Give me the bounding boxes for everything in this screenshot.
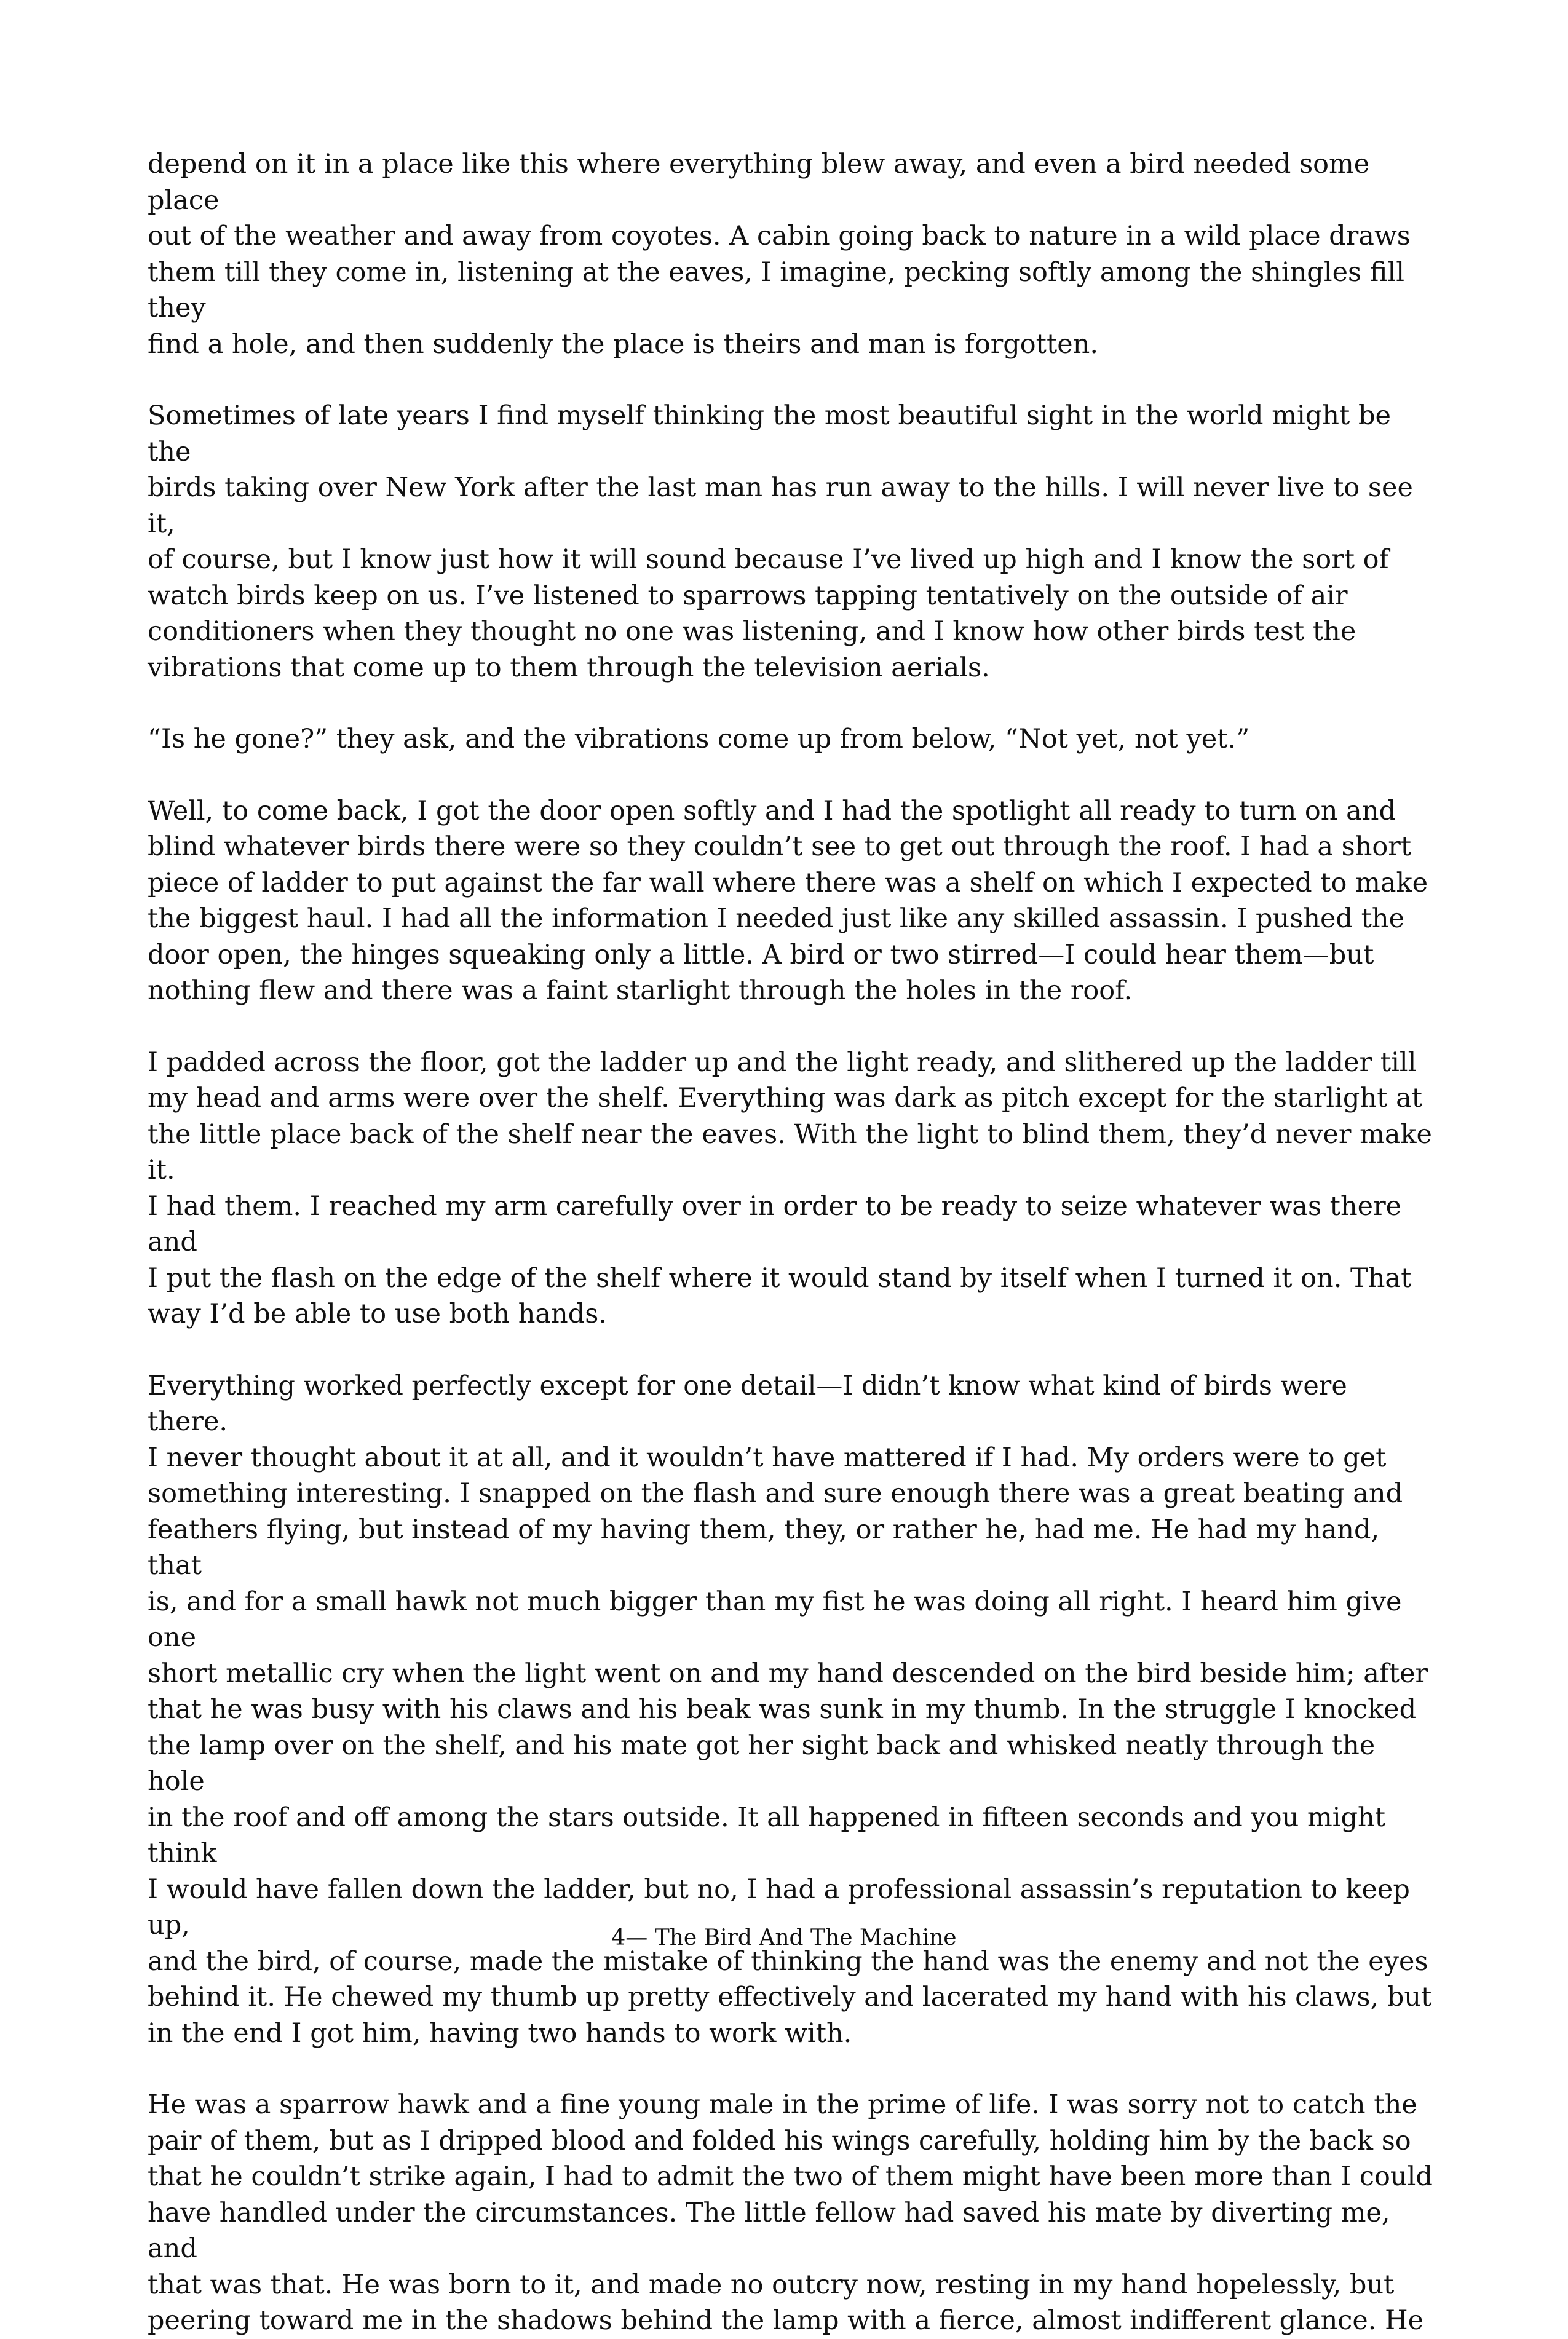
paragraph: I padded across the floor, got the ladder up and the light ready, and slithered up the ladder till my head and arms were over the shelf. Everything was dark as pitch except for the starlight at the little place back of the shelf near the eaves. With the light to blind them, they’d never make it. I had them. I reached my arm carefully over in order to be ready to seize whatever was there and I put the flash on the edge of the shelf where it would stand by itself when I turned it on. That way I’d be able to use both hands. xyxy=(148,1047,1433,1329)
paragraph: Well, to come back, I got the door open softly and I had the spotlight all ready to turn on and blind whatever birds there were so they couldn’t see to get out through the roof. I had a short piece of ladder to put against the far wall where there was a shelf on which I expected to make the biggest haul. I had all the information I needed just like any skilled assassin. I pushed the door open, the hinges squeaking only a little. A bird or two stirred—I could hear them—but nothing flew and there was a faint starlight through the holes in the roof. xyxy=(148,795,1428,1006)
paragraph: He was a sparrow hawk and a fine young male in the prime of life. I was sorry not to catch the pair of them, but as I dripped blood and folded his wings carefully, holding him by the back so that he couldn’t strike again, I had to admit the two of them might have been more than I could have handled under the circumstances. The little fellow had saved his mate by diverting me, and that was that. He was born to it, and made no outcry now, resting in my hand hopelessly, but peering toward me in the shadows behind the lamp with a fierce, almost indifferent glance. He xyxy=(148,2089,1433,2336)
paragraph: depend on it in a place like this where everything blew away, and even a bird needed some place out of the weather and away from coyotes. A cabin going back to nature in a wild place draws them till they come in, listening at the eaves, I imagine, pecking softly among the shingles fill they find a hole, and then suddenly the place is theirs and man is forgotten. xyxy=(148,149,1411,360)
paragraph: “Is he gone?” they ask, and the vibrations come up from below, “Not yet, not yet.” xyxy=(148,724,1250,754)
page-footer: 4— The Bird And The Machine xyxy=(611,1925,957,1950)
paragraph: Everything worked perfectly except for one detail—I didn’t know what kind of birds were there. I never thought about it at all, and it wouldn’t have mattered if I had. My orders were to get something interesting. I snapped on the flash and sure enough there was a great beating and feathers flying, but instead of my having them, they, or rather he, had me. He had my hand, that is, and for a small hawk not much bigger than my fist he was doing all right. I heard him give one short metallic cry when the light went on and my hand descended on the bird beside him; after that he was busy with his claws and his beak was sunk in my thumb. In the struggle I knocked the lamp over on the shelf, and his mate got her sight back and whisked neatly through the hole in the roof and off among the stars outside. It all happened in fifteen seconds and you might think I would have fallen down the ladder, but no, I had a professional assassin’s reputation to keep up, and the bird, of course, made the mistake of thinking the hand was the enemy and not the eyes behind it. He chewed my thumb up pretty effectively and lacerated my hand with his claws, but in the end I got him, having two hands to work with. xyxy=(148,1370,1432,2049)
paragraph: Sometimes of late years I find myself thinking the most beautiful sight in the world might be the birds taking over New York after the last man has run away to the hills. I will never live to see it, of course, but I know just how it will sound because I’ve lived up high and I know the sort of watch birds keep on us. I’ve listened to sparrows tapping tentatively on the outside of air conditioners when they thought no one was listening, and I know how other birds test the vibrations that come up to them through the television aerials. xyxy=(148,400,1413,683)
body-text xyxy=(148,146,1434,2339)
